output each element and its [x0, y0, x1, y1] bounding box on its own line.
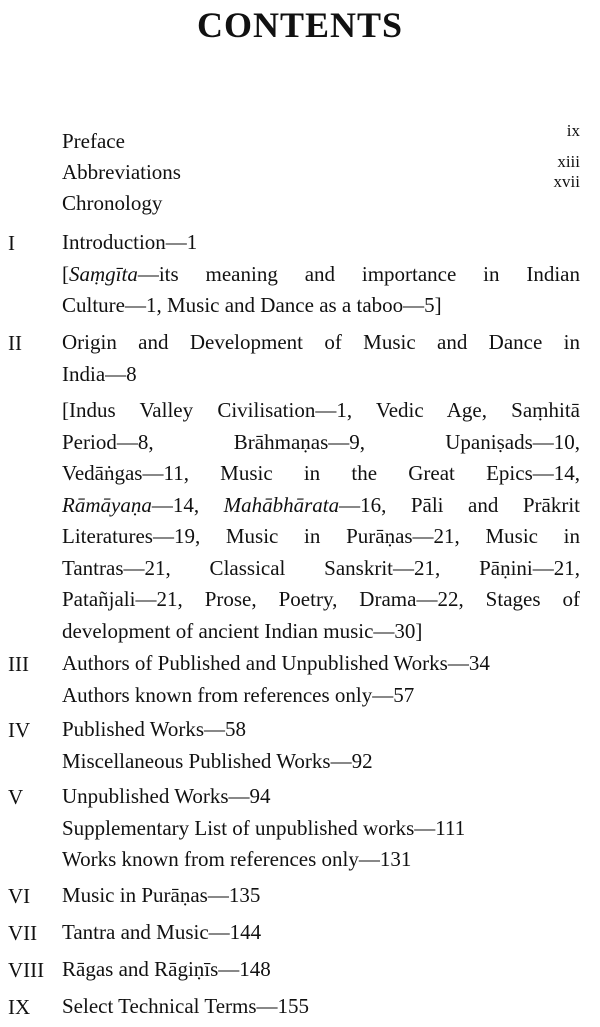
chapter-description-line: Period—8, Brāhmaṇas—9, Upaniṣads—10, — [62, 429, 580, 454]
chapter-number: VIII — [8, 958, 45, 982]
chapter-entry-introduction — [62, 227, 580, 322]
chapter-number: III — [8, 652, 29, 676]
chapter-title: Authors of Published and Unpublished Works—34 — [62, 651, 490, 675]
chapter-title: Tantra and Music—144 — [62, 920, 262, 944]
chapter-title: Music in Purāṇas—135 — [62, 883, 261, 907]
chapter-subentry: Supplementary List of unpublished works—111 — [62, 815, 466, 840]
chapter-number: IX — [8, 995, 31, 1019]
chapter-description-line: [Saṃgīta—its meaning and importance in Indian — [62, 261, 580, 286]
chapter-description-line: Rāmāyaṇa—14, Mahābhārata—16, Pāli and Prākrit — [62, 492, 581, 517]
chapter-title: Origin and Development of Music and Dance in — [62, 330, 580, 354]
chapter-description-origin — [62, 395, 580, 647]
chapter-description-line: Culture—1, Music and Dance as a taboo—5] — [62, 293, 442, 317]
chapter-description-line: [Indus Valley Civilisation—1, Vedic Age, Saṃhitā — [62, 398, 580, 422]
chapter-number: V — [8, 785, 24, 809]
chapter-title: Unpublished Works—94 — [62, 784, 271, 808]
chapter-entry-published — [62, 714, 580, 777]
chapter-entry-authors — [62, 648, 580, 711]
front-abbreviations-page: xiii — [557, 152, 580, 171]
front-chronology-label: Chronology — [62, 191, 163, 215]
front-chronology-page: xvii — [553, 172, 580, 191]
chapter-entry-tantra — [62, 917, 580, 949]
chapter-entry-unpublished — [62, 781, 580, 876]
chapter-title: Select Technical Terms—155 — [62, 994, 310, 1018]
chapter-description-line: Literatures—19, Music in Purāṇas—21, Music in — [62, 524, 580, 548]
chapter-description-line: development of ancient Indian music—30] — [62, 618, 423, 643]
chapter-number: II — [8, 331, 22, 355]
chapter-description-line: Tantras—21, Classical Sanskrit—21, Pāṇini—21, — [62, 555, 580, 580]
front-abbreviations-label: Abbreviations — [62, 160, 181, 184]
chapter-entry-puranas — [62, 880, 580, 912]
chapter-subentry: Authors known from references only—57 — [62, 682, 415, 707]
chapter-number: VII — [8, 921, 38, 945]
chapter-subentry: Works known from references only—131 — [62, 847, 412, 871]
front-preface-label: Preface — [62, 129, 125, 153]
chapter-description-line: Patañjali—21, Prose, Poetry, Drama—22, Stages of — [62, 587, 580, 611]
chapter-title: India—8 — [62, 361, 137, 386]
chapter-number: VI — [8, 884, 31, 908]
front-preface-page: ix — [566, 121, 580, 140]
chapter-title: Published Works—58 — [62, 717, 247, 741]
chapter-description-line: Vedāṅgas—11, Music in the Great Epics—14, — [62, 461, 580, 485]
chapter-title: Introduction—1 — [62, 230, 198, 254]
chapter-number: I — [8, 231, 15, 255]
chapter-entry-ragas — [62, 954, 580, 986]
chapter-subentry: Miscellaneous Published Works—92 — [62, 748, 373, 773]
page-title: CONTENTS — [196, 5, 404, 45]
chapter-title: Rāgas and Rāgiṇīs—148 — [62, 957, 271, 981]
chapter-entry-terms — [62, 991, 580, 1023]
chapter-entry-origin — [62, 327, 580, 390]
chapter-number: IV — [8, 718, 31, 742]
